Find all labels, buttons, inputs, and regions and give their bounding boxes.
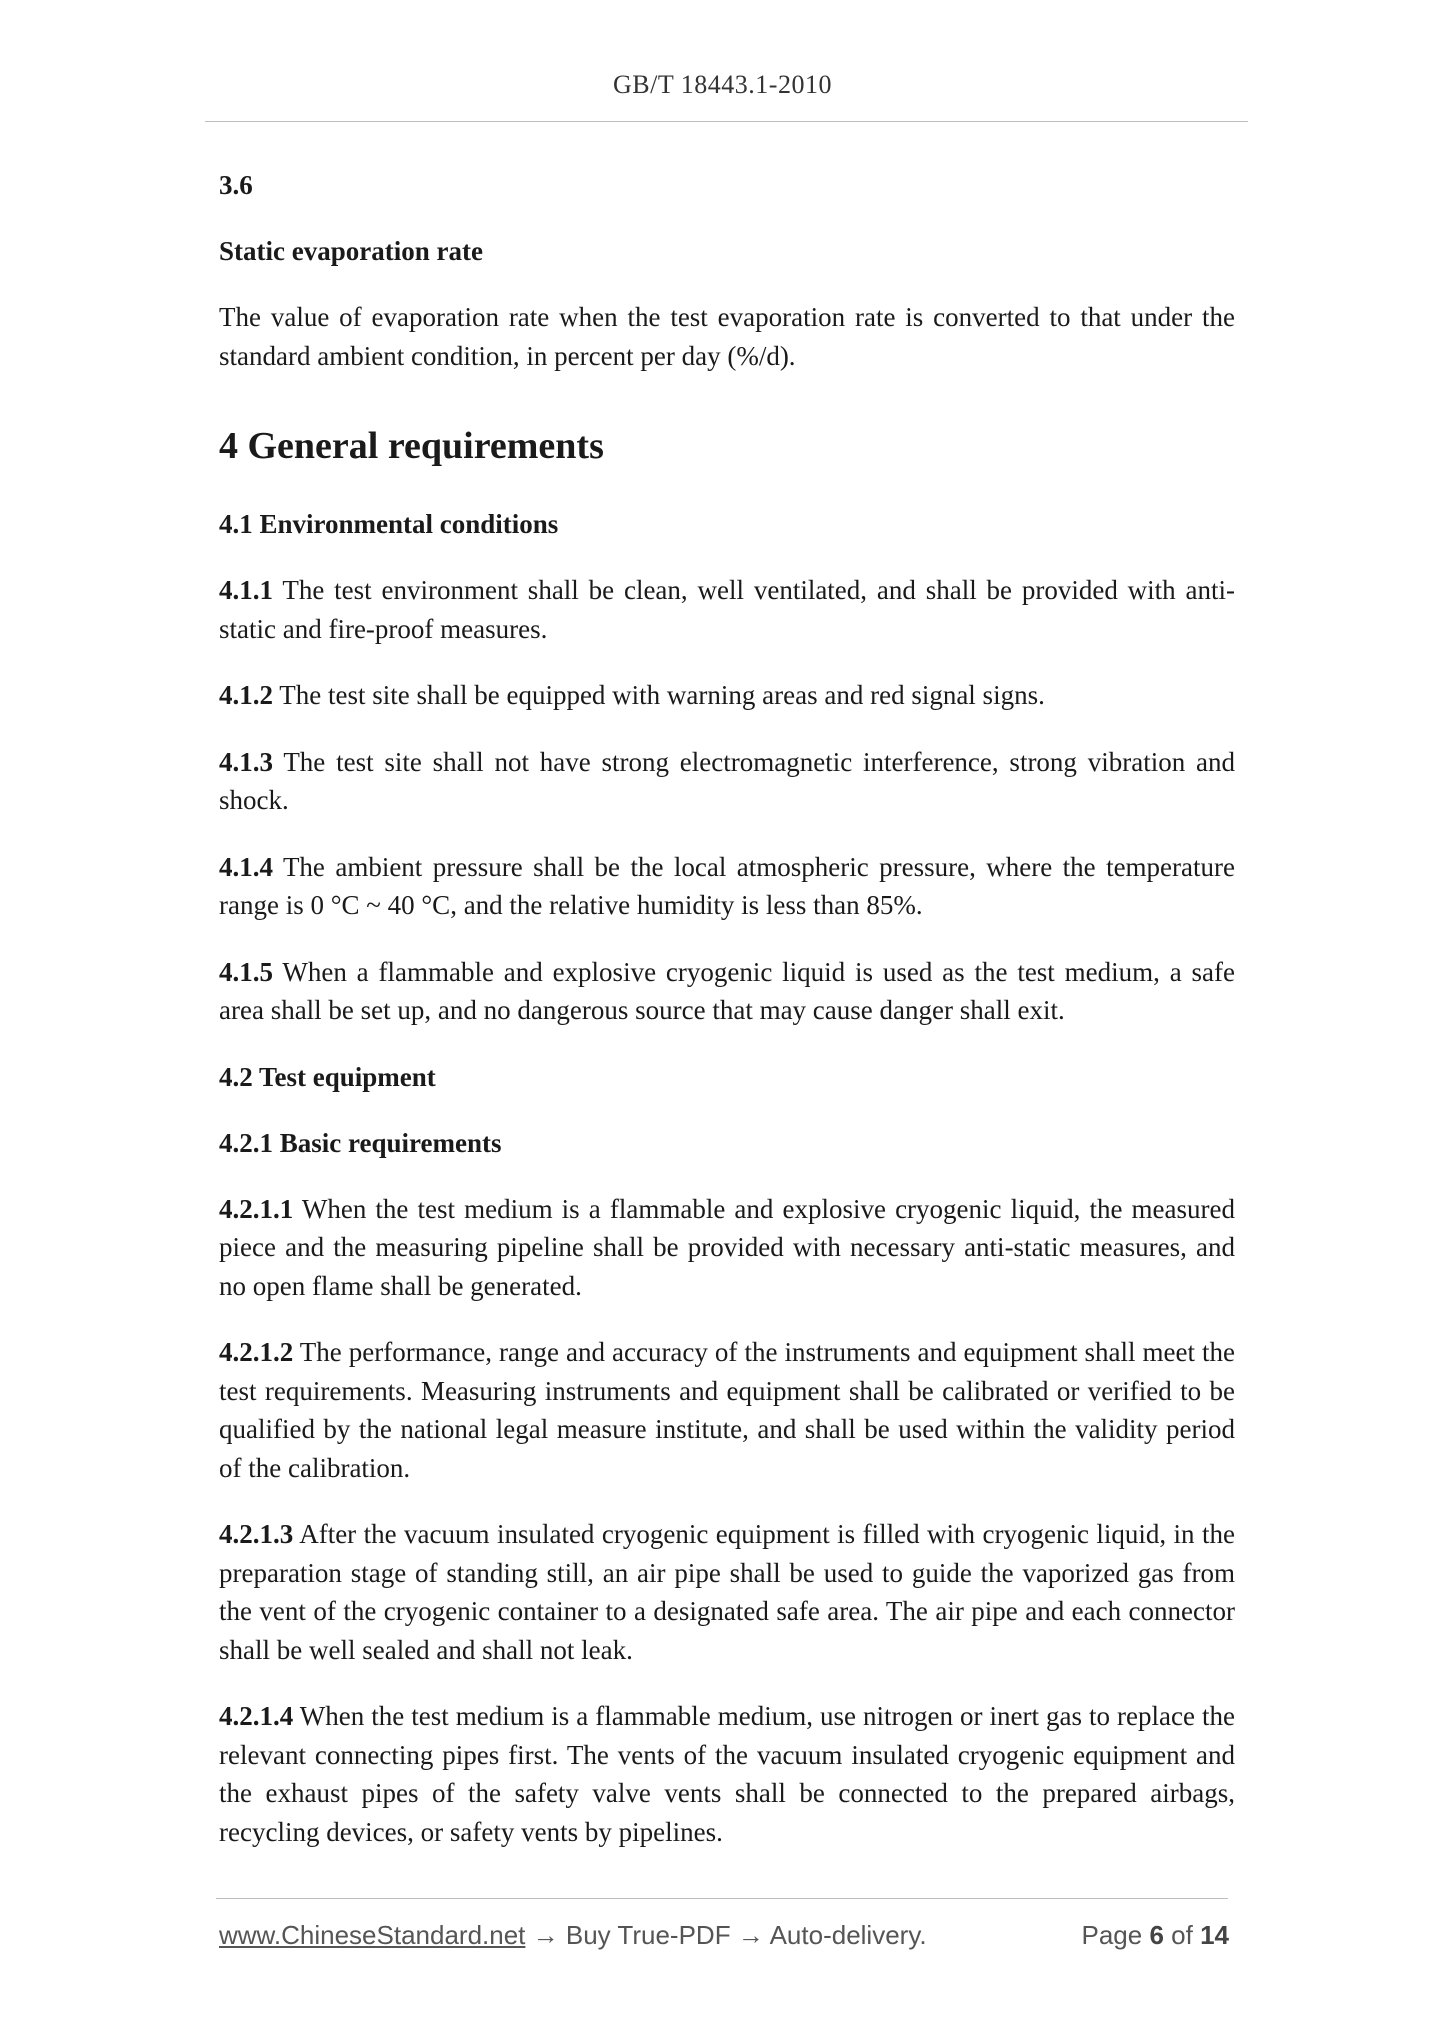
document-code-header: GB/T 18443.1-2010 <box>613 70 832 99</box>
clause-paragraph <box>219 676 1235 715</box>
clause-number: 3.6 <box>219 170 253 200</box>
clause-text: When the test medium is a flammable medium, use nitrogen or inert gas to replace the relevant connecting pipes first. The vents of the vacuum insulated cryogenic equipment and the exhaust pipes of the safety valve vents shall be connected to the prepared airbags, recycling devices, or safety vents by pipelines. <box>219 1701 1235 1847</box>
clause-text: When the test medium is a flammable and explosive cryogenic liquid, the measured piece and the measuring pipeline shall be provided with necessary anti-static measures, and no open flame shall be generated. <box>219 1193 1235 1301</box>
promo-text: → Buy True-PDF → Auto-delivery. <box>532 1920 927 1950</box>
website-link[interactable]: www.ChineseStandard.net <box>219 1920 526 1950</box>
clause-num: 4.2.1.1 <box>219 1193 294 1224</box>
clause-num: 4.1.1 <box>219 575 273 605</box>
clause-text: After the vacuum insulated cryogenic equipment is filled with cryogenic liquid, in the preparation stage of standing still, an air pipe shall be used to guide the vaporized gas from the vent of the cryogenic container to a designated safe area. The air pipe and each connector shall be well sealed and shall not leak. <box>219 1519 1235 1665</box>
clause-paragraph <box>219 1697 1235 1851</box>
clause-text: The performance, range and accuracy of the instruments and equipment shall meet the test requirements. Measuring instruments and equipment shall be calibrated or verified to be qualified by the national legal measure institute, and shall be used within the validity period of the calibration. <box>219 1337 1235 1483</box>
page-label: Page <box>1081 1920 1143 1950</box>
clause-paragraph <box>219 743 1235 820</box>
footer-divider <box>216 1898 1228 1899</box>
section-heading: 4 General requirements <box>219 425 604 467</box>
clause-paragraph <box>219 1515 1235 1669</box>
subsection-heading: 4.1 Environmental conditions <box>219 509 559 539</box>
clause-text: When a flammable and explosive cryogenic liquid is used as the test medium, a safe area shall be set up, and no dangerous source that may cause danger shall exit. <box>219 956 1235 1025</box>
page-footer <box>219 1920 1229 1951</box>
page-current: 6 <box>1149 1920 1164 1950</box>
clause-paragraph <box>219 848 1235 925</box>
term-definition: The value of evaporation rate when the test evaporation rate is converted to that under the standard ambient condition, in percent per day (%/d). <box>219 302 1235 371</box>
clause-text: The test site shall not have strong electromagnetic interference, strong vibration and shock. <box>219 746 1235 815</box>
clause-paragraph <box>219 1333 1235 1487</box>
header-divider <box>205 121 1248 122</box>
clause-num: 4.1.2 <box>219 680 273 710</box>
document-body <box>219 150 1235 1851</box>
clause-text: The test site shall be equipped with warning areas and red signal signs. <box>279 680 1045 710</box>
clause-num: 4.1.5 <box>219 956 273 987</box>
clause-num: 4.1.4 <box>219 851 273 882</box>
term-title: Static evaporation rate <box>219 236 483 266</box>
page-of-label: of <box>1171 1920 1193 1950</box>
clause-num: 4.2.1.4 <box>219 1701 294 1731</box>
clause-text: The ambient pressure shall be the local atmospheric pressure, where the temperature range is 0 °C ~ 40 °C, and the relative humidity is less than 85%. <box>219 851 1235 920</box>
clause-text: The test environment shall be clean, well ventilated, and shall be provided with anti-static and fire-proof measures. <box>219 575 1235 644</box>
clause-paragraph <box>219 953 1235 1030</box>
clause-num: 4.2.1.3 <box>219 1519 294 1549</box>
page-total: 14 <box>1200 1920 1229 1950</box>
clause-num: 4.2.1.2 <box>219 1337 294 1367</box>
subsubsection-heading: 4.2.1 Basic requirements <box>219 1127 502 1158</box>
page-indicator <box>1081 1920 1229 1951</box>
subsection-heading: 4.2 Test equipment <box>219 1061 436 1092</box>
clause-paragraph <box>219 1190 1235 1306</box>
clause-num: 4.1.3 <box>219 746 273 777</box>
clause-paragraph <box>219 571 1235 648</box>
